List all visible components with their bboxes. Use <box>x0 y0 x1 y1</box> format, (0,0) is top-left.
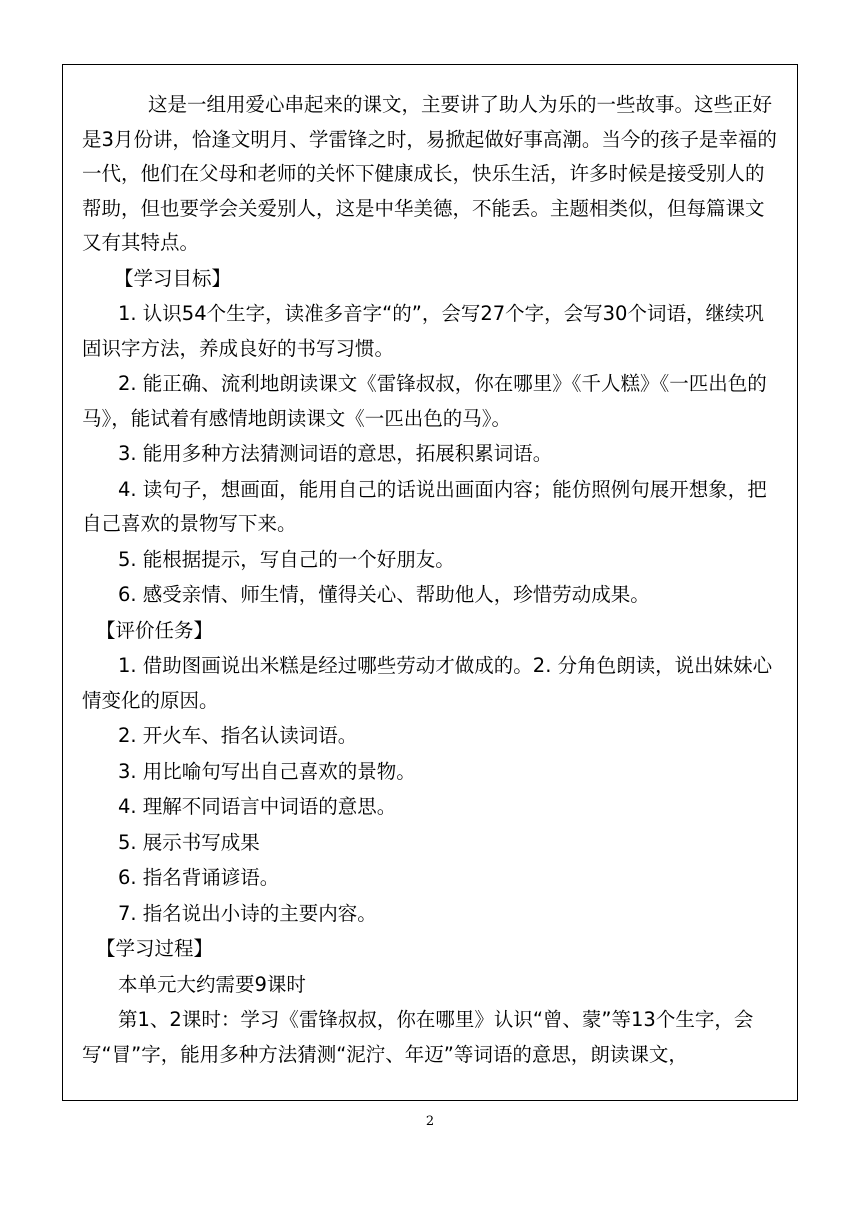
task-item-3: 3. 用比喻句写出自己喜欢的景物。 <box>118 759 416 783</box>
task-item-5: 5. 展示书写成果 <box>118 830 260 854</box>
document-body <box>82 88 782 1072</box>
process-line-2: 第1、2课时：学习《雷锋叔叔，你在哪里》认识“曾、蒙”等13个生字，会写“冒”字，能用多种方法猜测“泥泞、年迈”等词语的意思，朗读课文， <box>82 1008 754 1066</box>
page-number: 2 <box>425 1114 435 1129</box>
task-item-4: 4. 理解不同语言中词语的意思。 <box>118 795 397 818</box>
tasks-heading: 【评价任务】 <box>96 618 214 642</box>
intro-paragraph: 这是一组用爱心串起来的课文，主要讲了助人为乐的一些故事。这些正好是3月份讲，恰逢文明月、学雷锋之时，易掀起做好事高潮。当今的孩子是幸福的一代，他们在父母和老师的关怀下健康成长，快乐生活，许多时候是接受别人的帮助，但也要学会关爱别人，这是中华美德，不能丢。主题相类似，但每篇课文又有其特点。 <box>82 93 777 254</box>
goals-heading: 【学习目标】 <box>114 266 232 290</box>
goal-item-3: 3. 能用多种方法猜测词语的意思，拓展积累词语。 <box>118 442 553 465</box>
task-item-1: 1. 借助图画说出米糕是经过哪些劳动才做成的。2. 分角色朗读，说出妹妹心情变化的原因。 <box>82 654 773 712</box>
goal-item-5: 5. 能根据提示，写自己的一个好朋友。 <box>118 547 455 571</box>
task-item-6: 6. 指名背诵谚语。 <box>118 866 280 889</box>
process-heading: 【学习过程】 <box>96 937 214 960</box>
goal-item-6: 6. 感受亲情、师生情，懂得关心、帮助他人，珍惜劳动成果。 <box>118 583 650 606</box>
goal-item-1: 1. 认识54个生字，读准多音字“的”，会写27个字，会写30个词语，继续巩固识字方法，养成良好的书写习惯。 <box>82 302 764 360</box>
task-item-2: 2. 开火车、指名认读词语。 <box>118 724 358 747</box>
task-item-7: 7. 指名说出小诗的主要内容。 <box>118 901 377 925</box>
goal-item-2: 2. 能正确、流利地朗读课文《雷锋叔叔，你在哪里》《千人糕》《一匹出色的马》，能试着有感情地朗读课文《一匹出色的马》。 <box>82 372 767 430</box>
goal-item-4: 4. 读句子，想画面，能用自己的话说出画面内容；能仿照例句展开想象，把自己喜欢的景物写下来。 <box>82 477 767 535</box>
process-line-1: 本单元大约需要9课时 <box>118 972 306 996</box>
